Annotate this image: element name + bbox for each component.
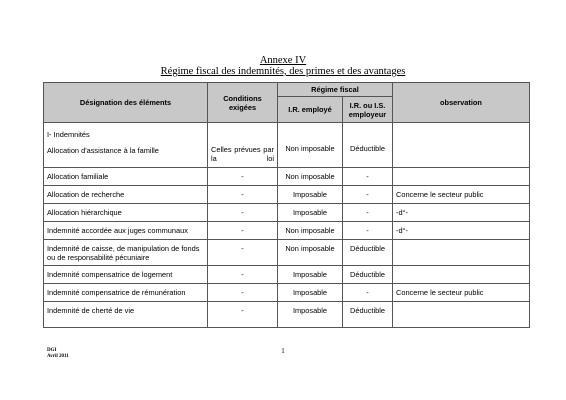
header-designation: Désignation des éléments — [44, 83, 208, 123]
cell-designation — [44, 123, 208, 168]
cell-is: - — [343, 186, 393, 204]
cell-designation: Indemnité de caisse, de manipulation de fonds ou de responsabilité pécuniaire — [44, 240, 208, 266]
cell-observation — [393, 302, 530, 328]
cell-conditions: - — [208, 240, 278, 266]
section-heading: I- Indemnités — [47, 130, 90, 139]
cell-is: - — [343, 284, 393, 302]
header-conditions: Conditions exigées — [208, 83, 278, 123]
cell-designation: Allocation de recherche — [44, 186, 208, 204]
table-row — [44, 186, 530, 204]
table-row — [44, 284, 530, 302]
cell-observation — [393, 240, 530, 266]
table-row — [44, 123, 530, 168]
cell-conditions: - — [208, 284, 278, 302]
cell-conditions: - — [208, 204, 278, 222]
page-number: 1 — [281, 347, 285, 355]
cell-ir: Non imposable — [278, 240, 343, 266]
cell-designation: Indemnité compensatrice de rémunération — [44, 284, 208, 302]
table-row — [44, 302, 530, 328]
cell-ir: Imposable — [278, 186, 343, 204]
cell-designation: Allocation hiérarchique — [44, 204, 208, 222]
cell-ir: Imposable — [278, 284, 343, 302]
row-designation: Allocation d'assistance à la famille — [47, 146, 159, 155]
cell-is: Déductible — [343, 266, 393, 284]
footer-date: Avril 2011 — [47, 354, 69, 359]
table-row — [44, 240, 530, 266]
table-row — [44, 168, 530, 186]
cell-observation: -d°- — [393, 204, 530, 222]
cell-designation: Indemnité compensatrice de logement — [44, 266, 208, 284]
table-row — [44, 266, 530, 284]
footer-org: DGI — [47, 348, 57, 353]
cell-designation: Allocation familiale — [44, 168, 208, 186]
header-observation: observation — [393, 83, 530, 123]
table-row — [44, 204, 530, 222]
cell-is: Déductible — [343, 302, 393, 328]
cell-conditions: - — [208, 186, 278, 204]
cell-conditions: - — [208, 222, 278, 240]
tax-regime-table — [43, 82, 530, 328]
cell-ir: Imposable — [278, 204, 343, 222]
cell-ir: Non imposable — [278, 123, 343, 168]
cell-designation: Indemnité de cherté de vie — [44, 302, 208, 328]
cell-is: Déductible — [343, 123, 393, 168]
cell-designation: Indemnité accordée aux juges communaux — [44, 222, 208, 240]
cell-observation — [393, 123, 530, 168]
cell-observation: -d°- — [393, 222, 530, 240]
cell-conditions: - — [208, 302, 278, 328]
cell-is: - — [343, 168, 393, 186]
cell-observation — [393, 266, 530, 284]
row-conditions: Celles prévues par la loi — [211, 145, 274, 163]
cell-ir: Non imposable — [278, 168, 343, 186]
header-ir-employe: I.R. employé — [278, 97, 343, 123]
cell-ir: Imposable — [278, 266, 343, 284]
cell-is: - — [343, 204, 393, 222]
cell-conditions: - — [208, 168, 278, 186]
cell-observation: Concerne le secteur public — [393, 284, 530, 302]
header-ir-is-employeur: I.R. ou I.S. employeur — [343, 97, 393, 123]
cell-is: - — [343, 222, 393, 240]
document-title — [0, 55, 566, 77]
cell-observation: Concerne le secteur public — [393, 186, 530, 204]
header-row-1 — [44, 83, 530, 97]
cell-ir: Non imposable — [278, 222, 343, 240]
cell-conditions: - — [208, 266, 278, 284]
cell-is: Déductible — [343, 240, 393, 266]
annex-heading: Annexe IV — [259, 55, 307, 66]
cell-conditions — [208, 123, 278, 168]
cell-ir: Imposable — [278, 302, 343, 328]
annex-subtitle: Régime fiscal des indemnités, des primes et des avantages — [160, 66, 406, 77]
table-row — [44, 222, 530, 240]
header-regime-fiscal: Régime fiscal — [278, 83, 393, 97]
cell-observation — [393, 168, 530, 186]
